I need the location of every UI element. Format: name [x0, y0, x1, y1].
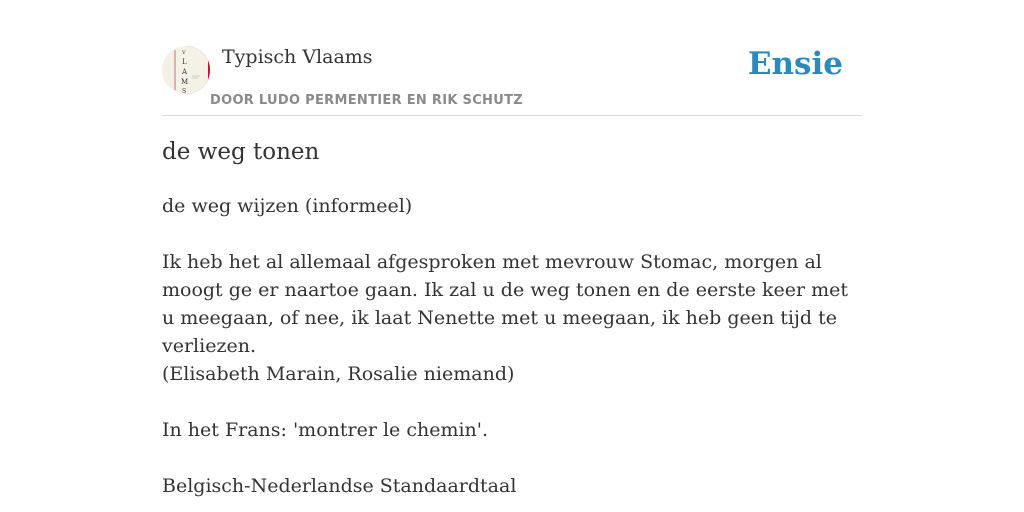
- entry-title: de weg tonen: [162, 139, 320, 165]
- svg-text:A: A: [182, 68, 188, 76]
- ensie-logo-link[interactable]: Ensie: [747, 46, 843, 82]
- svg-text:S: S: [182, 88, 187, 94]
- page-container: [162, 0, 862, 497]
- logo-icon-graphic: [162, 46, 210, 94]
- quote-source: (Elisabeth Marain, Rosalie niemand): [162, 363, 515, 385]
- authors-byline: DOOR LUDO PERMENTIER EN RIK SCHUTZ: [210, 93, 523, 108]
- typisch-vlaams-logo-icon[interactable]: [162, 46, 210, 94]
- language-note: Belgisch-Nederlandse Standaardtaal: [162, 475, 517, 497]
- example-quote: Ik heb het al allemaal afgesproken met mevrouw Stomac, morgen al moogt ge er naartoe gaan. Ik zal u de weg tonen en de eerste keer met u meegaan, of nee, ik laat Nenette met u meegaan, ik heb geen tijd te verliezen.: [162, 251, 849, 357]
- french-translation: In het Frans: 'montrer le chemin'.: [162, 419, 489, 441]
- svg-text:L: L: [182, 58, 187, 66]
- blog-title-link[interactable]: Typisch Vlaams: [222, 46, 373, 68]
- entry-content: [162, 192, 862, 512]
- definition-text: de weg wijzen (informeel): [162, 195, 413, 217]
- header: [162, 0, 862, 116]
- svg-text:V: V: [182, 50, 186, 56]
- svg-text:M: M: [181, 78, 189, 86]
